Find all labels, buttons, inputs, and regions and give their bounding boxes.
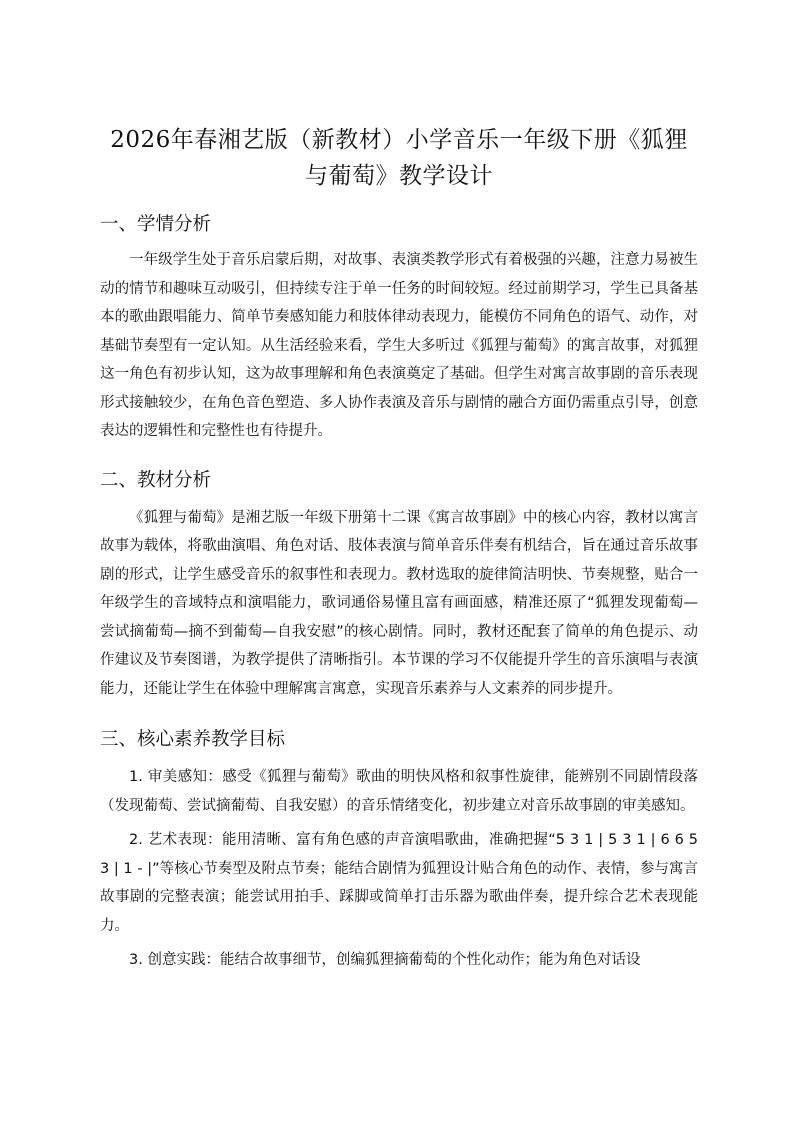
- section-teaching-goals: [100, 727, 698, 975]
- document-title: 2026年春湘艺版（新教材）小学音乐一年级下册《狐狸与葡萄》教学设计: [110, 127, 688, 189]
- goal-item: 1. 审美感知：感受《狐狸与葡萄》歌曲的明快风格和叙事性旋律，能辨别不同剧情段落（发现葡萄、尝试摘葡萄、自我安慰）的音乐情绪变化，初步建立对音乐故事剧的审美感知。: [100, 769, 698, 814]
- section-material-analysis: [100, 468, 698, 704]
- paragraph: 一年级学生处于音乐启蒙后期，对故事、表演类教学形式有着极强的兴趣，注意力易被生动的情节和趣味互动吸引，但持续专注于单一任务的时间较短。经过前期学习，学生已具备基本的歌曲跟唱能力、简单节奏感知能力和肢体律动表现力，能模仿不同角色的语气、动作，对基础节奏型有一定认知。从生活经验来看，学生大多听过《狐狸与葡萄》的寓言故事，对狐狸这一角色有初步认知，这为故事理解和角色表演奠定了基础。但学生对寓言故事剧的音乐表现形式接触较少，在角色音色塑造、多人协作表演及音乐与剧情的融合方面仍需重点引导，创意表达的逻辑性和完整性也有待提升。: [100, 252, 698, 439]
- goal-item: 2. 艺术表现：能用清晰、富有角色感的声音演唱歌曲，准确把握“5 3 1 | 5 3 1 | 6 6 5 3 | 1 - |”等核心节奏型及附点节奏；能结合剧情为狐狸设计贴合角色的动作、表情，参与寓言故事剧的完整表演；能尝试用拍手、踩脚或简单打击乐器为歌曲伴奏，提升综合艺术表现能力。: [100, 832, 698, 934]
- paragraph: 《狐狸与葡萄》是湘艺版一年级下册第十二课《寓言故事剧》中的核心内容，教材以寓言故事为载体，将歌曲演唱、角色对话、肢体表演与简单音乐伴奏有机结合，旨在通过音乐故事剧的形式，让学生感受音乐的叙事性和表现力。教材选取的旋律简洁明快、节奏规整，贴合一年级学生的音域特点和演唱能力，歌词通俗易懂且富有画面感，精准还原了“狐狸发现葡萄—尝试摘葡萄—摘不到葡萄—自我安慰”的核心剧情。同时，教材还配套了简单的角色提示、动作建议及节奏图谱，为教学提供了清晰指引。本节课的学习不仅能提升学生的音乐演唱与表演能力，还能让学生在体验中理解寓言寓意，实现音乐素养与人文素养的同步提升。: [100, 509, 698, 697]
- section-heading: 一、学情分析: [100, 214, 212, 235]
- goal-item: 3. 创意实践：能结合故事细节，创编狐狸摘葡萄的个性化动作；能为角色对话设: [129, 952, 641, 968]
- section-learner-analysis: [100, 212, 698, 446]
- section-heading: 三、核心素养教学目标: [100, 729, 286, 750]
- section-heading: 二、教材分析: [100, 469, 212, 491]
